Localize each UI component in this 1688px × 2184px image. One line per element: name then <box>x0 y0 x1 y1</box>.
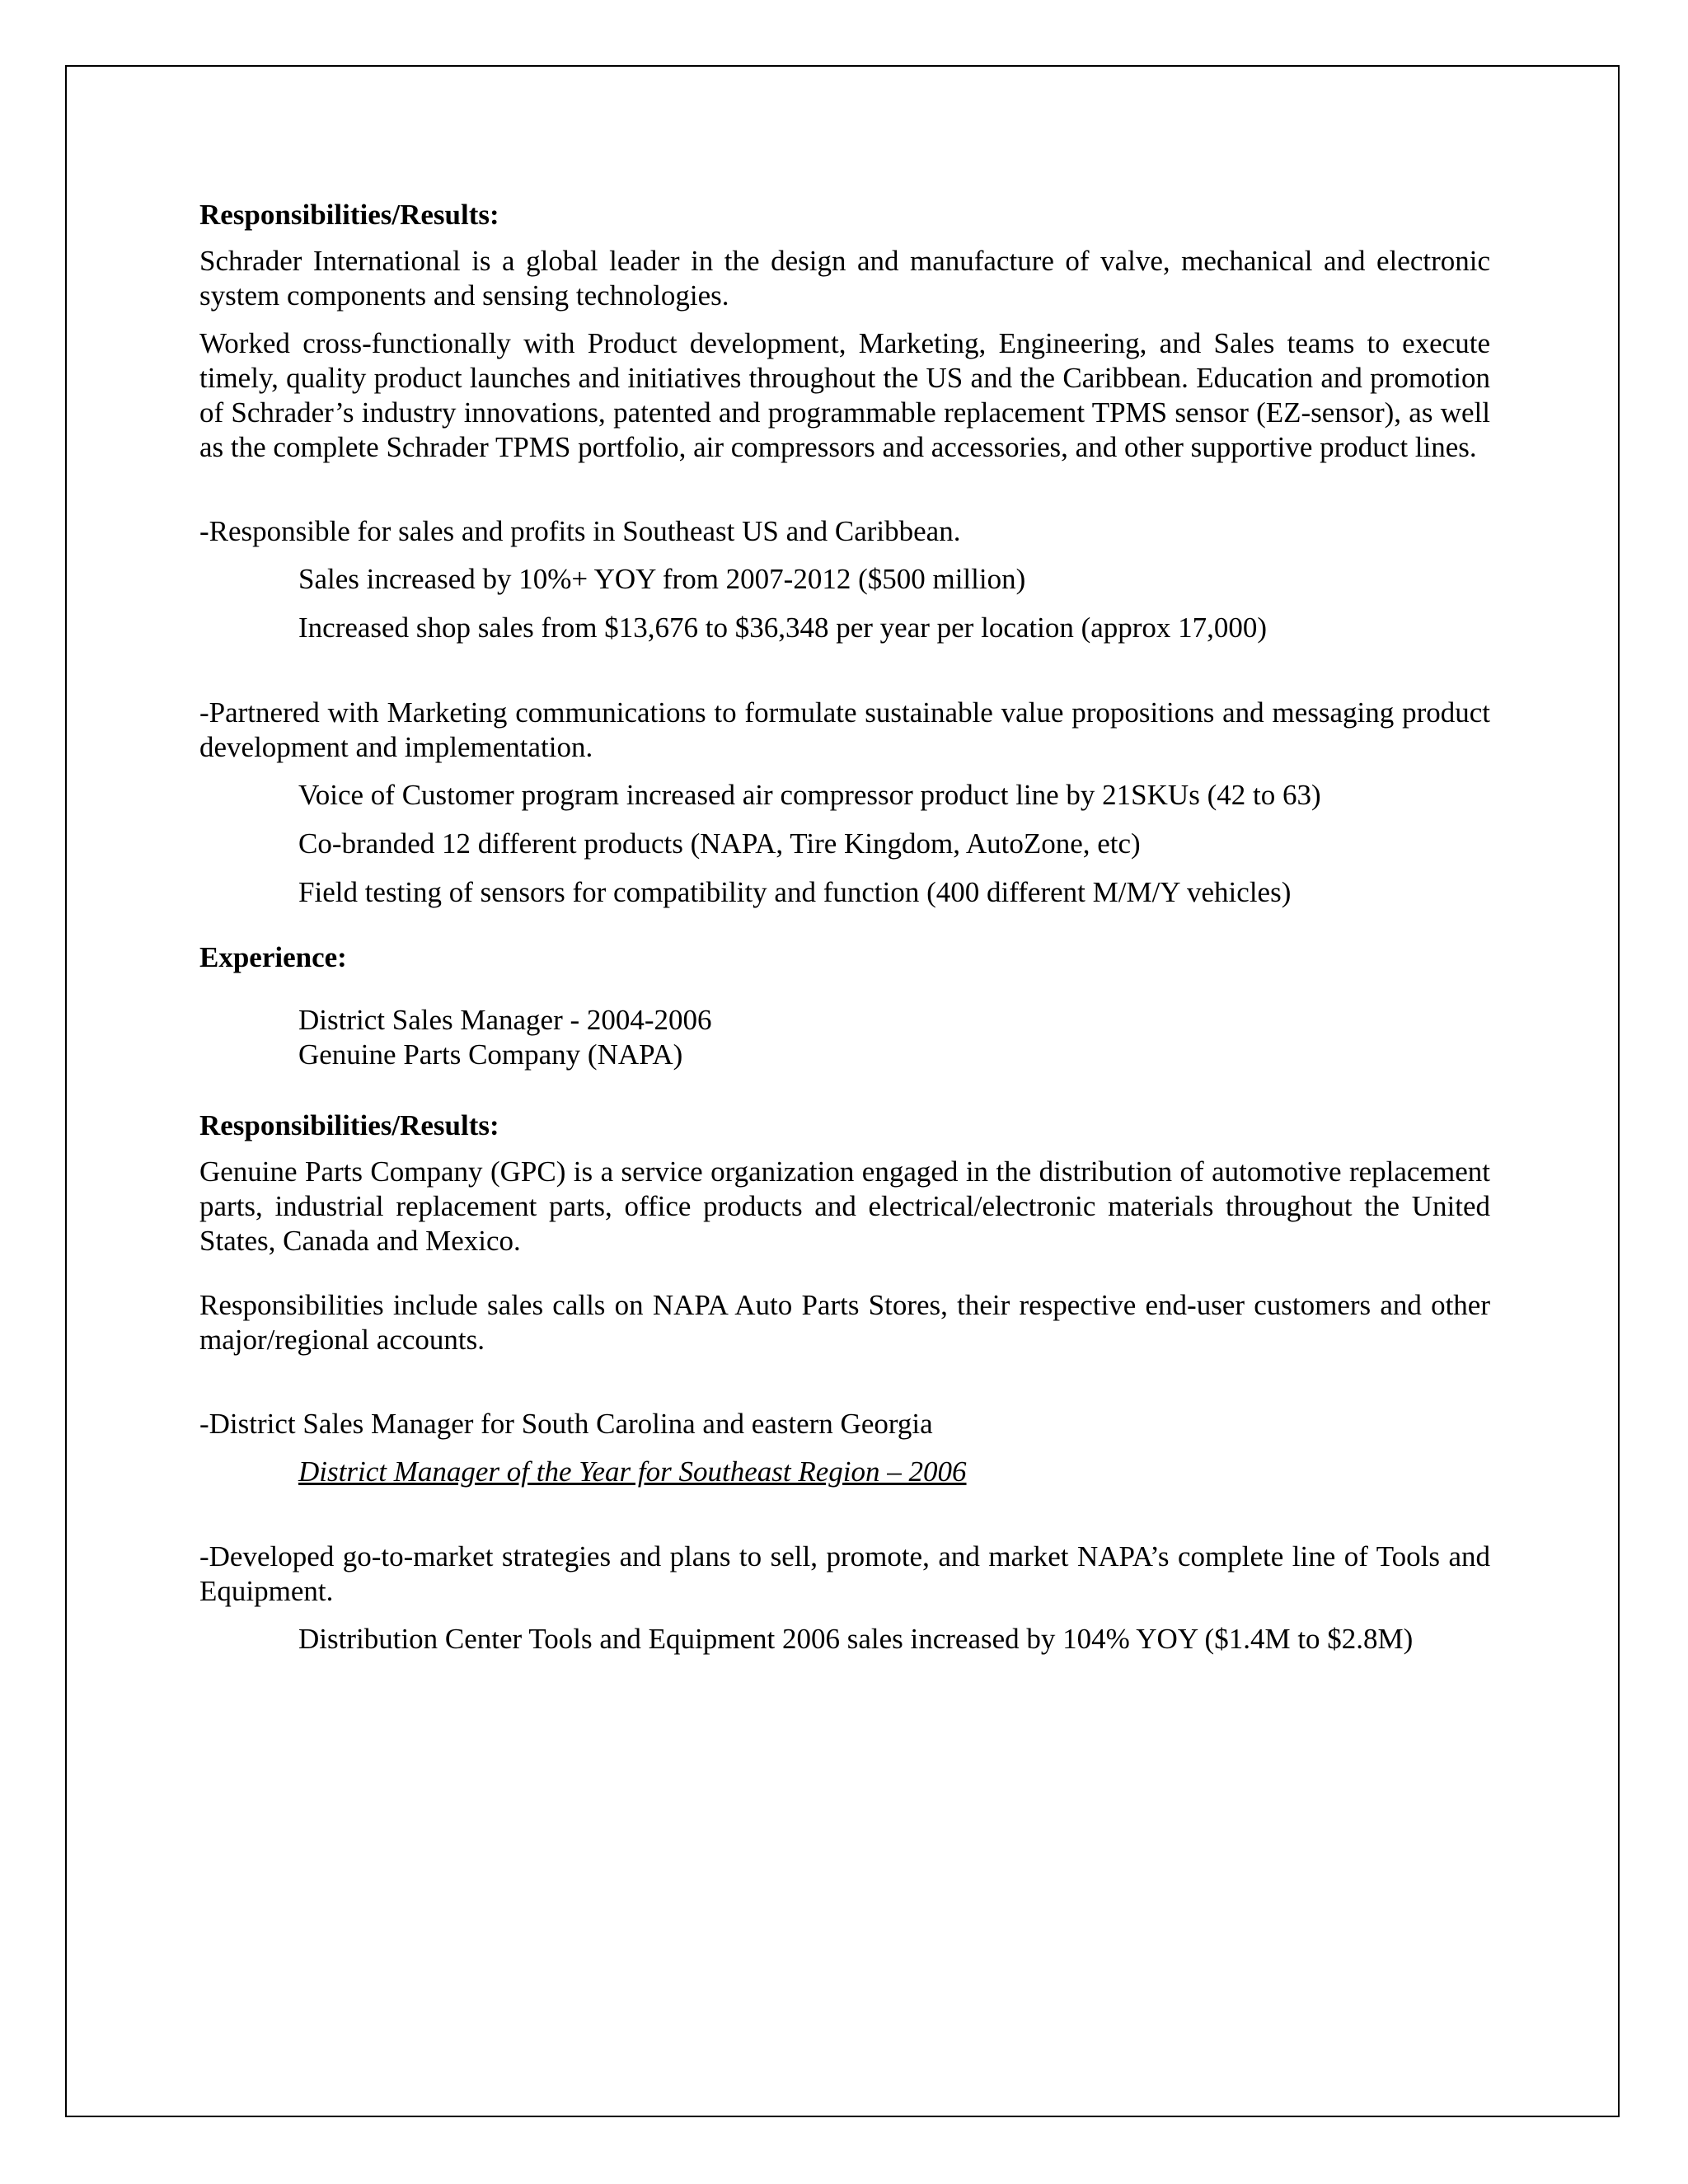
award-item <box>298 1455 1490 1489</box>
section-heading-responsibilities: Responsibilities/Results: <box>199 199 499 231</box>
bullet-item: -Partnered with Marketing communications to formulate sustainable value propositions and messaging product development and implementation. <box>199 696 1490 763</box>
bullet-item: -District Sales Manager for South Carolina and eastern Georgia <box>199 1408 933 1440</box>
result-item: Voice of Customer program increased air compressor product line by 21SKUs (42 to 63) <box>298 779 1321 811</box>
resume-page-content <box>199 198 1490 1671</box>
section-heading-responsibilities: Responsibilities/Results: <box>199 1109 499 1141</box>
company-intro-paragraph: Genuine Parts Company (GPC) is a service organization engaged in the distribution of automotive replacement parts, industrial replacement parts, office products and electrical/electronic materials throughout the United States, Canada and Mexico. <box>199 1155 1490 1257</box>
company-intro-paragraph: Schrader International is a global leader in the design and manufacture of valve, mechanical and electronic system components and sensing technologies. <box>199 245 1490 312</box>
bullet-item: -Developed go-to-market strategies and plans to sell, promote, and market NAPA’s complete line of Tools and Equipment. <box>199 1540 1490 1607</box>
responsibilities-paragraph: Worked cross-functionally with Product development, Marketing, Engineering, and Sales teams to execute timely, quality product launches and initiatives throughout the US and the Caribbean. Education and promotion of Schrader’s industry innovations, patented and programmable replacement TPMS sensor (EZ-sensor), as well as the complete Schrader TPMS portfolio, air compressors and accessories, and other supportive product lines. <box>199 327 1490 463</box>
section-heading-experience: Experience: <box>199 941 347 973</box>
job-title: District Sales Manager - 2004-2006 <box>298 1004 712 1036</box>
award-text: District Manager of the Year for Southeast Region – 2006 <box>298 1455 967 1488</box>
company-name: Genuine Parts Company (NAPA) <box>298 1038 683 1071</box>
result-item: Co-branded 12 different products (NAPA, Tire Kingdom, AutoZone, etc) <box>298 827 1141 860</box>
bullet-item: -Responsible for sales and profits in Southeast US and Caribbean. <box>199 515 961 547</box>
result-item: Field testing of sensors for compatibility and function (400 different M/M/Y vehicles) <box>298 876 1292 908</box>
result-item: Distribution Center Tools and Equipment 2006 sales increased by 104% YOY ($1.4M to $2.8M) <box>298 1623 1414 1655</box>
responsibilities-paragraph: Responsibilities include sales calls on NAPA Auto Parts Stores, their respective end-user customers and other major/regional accounts. <box>199 1289 1490 1356</box>
result-item: Increased shop sales from $13,676 to $36,348 per year per location (approx 17,000) <box>298 612 1268 644</box>
result-item: Sales increased by 10%+ YOY from 2007-2012 ($500 million) <box>298 563 1026 595</box>
